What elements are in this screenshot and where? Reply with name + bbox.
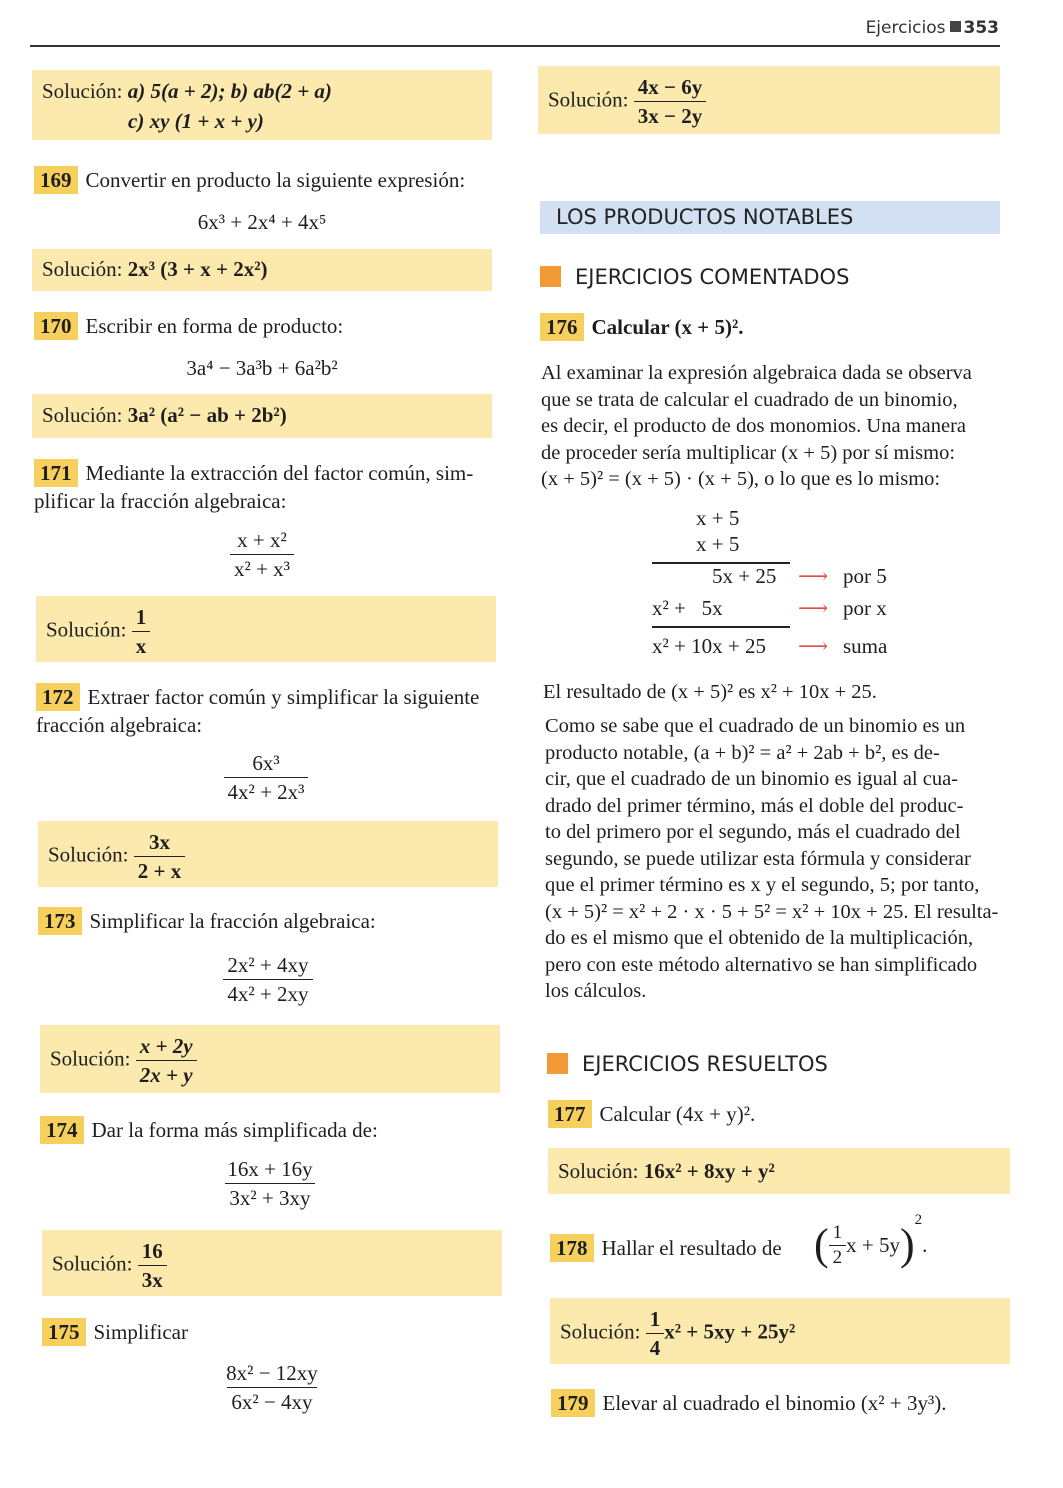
orange-square-icon xyxy=(547,1053,568,1074)
expression-178 xyxy=(814,1210,927,1280)
exercise-169 xyxy=(34,166,465,194)
header-section: Ejercicios xyxy=(865,18,946,38)
numerator: 16 xyxy=(141,1239,163,1263)
denominator: 2 xyxy=(829,1245,847,1269)
solution-label: Solución: xyxy=(548,87,629,112)
denominator: 2x + y xyxy=(136,1060,197,1088)
exercise-178 xyxy=(550,1234,782,1262)
exercise-175 xyxy=(42,1318,188,1346)
denominator: 3x xyxy=(138,1265,167,1293)
solution-box-169 xyxy=(32,249,492,291)
mult-label-3: suma xyxy=(843,634,888,658)
solution-label: Solución: xyxy=(42,79,123,103)
exercise-text: Simplificar la fracción algebraica: xyxy=(89,909,376,933)
solution-label: Solución: xyxy=(558,1159,639,1183)
solution-box-171 xyxy=(36,596,496,662)
section-band-title: LOS PRODUCTOS NOTABLES xyxy=(556,205,854,229)
exercise-text: Elevar al cuadrado el binomio (x² + 3y³). xyxy=(602,1391,947,1415)
solution-box-170 xyxy=(32,394,492,438)
exercise-text-line-2: fracción algebraica: xyxy=(36,713,203,737)
exercise-number: 169 xyxy=(34,166,78,194)
exercise-173 xyxy=(38,907,376,935)
numerator: 3x xyxy=(149,830,170,854)
exercise-number: 171 xyxy=(34,459,78,487)
exercise-number: 179 xyxy=(551,1389,595,1417)
solution-label: Solución: xyxy=(52,1251,133,1276)
denominator: 4x² + 2x³ xyxy=(224,777,309,805)
formula-170: 3a⁴ − 3a³b + 6a²b² xyxy=(186,356,338,380)
exercise-177 xyxy=(548,1100,755,1128)
fraction-172 xyxy=(36,750,496,805)
paragraph-176-intro xyxy=(541,360,1003,493)
exercise-number: 174 xyxy=(40,1116,84,1144)
solution-label: Solución: xyxy=(42,403,123,427)
exercise-text: Convertir en producto la siguiente expresión: xyxy=(85,168,466,192)
numerator: 6x³ xyxy=(252,751,280,775)
fraction-171 xyxy=(32,527,492,582)
exercise-text: Hallar el resultado de xyxy=(601,1236,782,1260)
paragraph-176-explanation xyxy=(545,713,1007,1005)
paragraph-line: (x + 5)² = x² + 2 · x · 5 + 5² = x² + 10x + 25. El resulta- xyxy=(545,900,999,923)
exercise-text-line-2: plificar la fracción algebraica: xyxy=(34,489,287,513)
section-heading-text: EJERCICIOS RESUELTOS xyxy=(582,1052,828,1076)
denominator: 3x − 2y xyxy=(634,101,706,129)
exercise-179 xyxy=(551,1389,947,1417)
orange-square-icon xyxy=(540,266,561,287)
exercise-text: Dar la forma más simplificada de: xyxy=(91,1118,378,1142)
mult-row-2: x + 5 xyxy=(696,532,740,556)
expression-terms: x + 5y xyxy=(846,1232,900,1257)
mult-label-1: por 5 xyxy=(843,564,887,588)
solution-label: Solución: xyxy=(48,842,129,867)
paragraph-line: Como se sabe que el cuadrado de un binomio es un xyxy=(545,715,966,737)
solution-box-172 xyxy=(38,821,498,887)
arrow-icon: ⟶ xyxy=(798,634,829,658)
mult-row-3: 5x + 25 xyxy=(712,564,777,588)
denominator: x² + x³ xyxy=(230,554,294,582)
numerator: 4x − 6y xyxy=(637,75,703,99)
exercise-number: 178 xyxy=(550,1234,594,1262)
exercise-text: Escribir en forma de producto: xyxy=(85,314,344,338)
solution-label: Solución: xyxy=(560,1319,641,1344)
exercise-174 xyxy=(40,1116,378,1144)
paragraph-line: drado del primer término, más el doble del produc- xyxy=(545,794,964,817)
paragraph-line: que el primer término es x y el segundo, 5; por tanto, xyxy=(545,874,980,896)
exercise-text: Simplificar xyxy=(93,1320,188,1344)
solution-line-1: a) 5(a + 2); b) ab(2 + a) xyxy=(127,79,332,103)
arrow-icon: ⟶ xyxy=(798,596,829,620)
solution-box-174 xyxy=(42,1230,502,1296)
denominator: 4x² + 2xy xyxy=(223,979,312,1007)
denominator: 6x² − 4xy xyxy=(227,1387,316,1415)
paragraph-line: de proceder sería multiplicar (x + 5) por sí mismo: xyxy=(541,441,956,464)
header-square-icon xyxy=(950,21,961,32)
solution-box-178 xyxy=(550,1298,1010,1364)
paragraph-line: es decir, el producto de dos monomios. Una manera xyxy=(541,415,967,437)
result-176: El resultado de (x + 5)² es x² + 10x + 25. xyxy=(543,681,877,703)
exercise-number: 170 xyxy=(34,312,78,340)
exponent: 2 xyxy=(914,1212,923,1228)
exercise-number: 175 xyxy=(42,1318,86,1346)
exercise-number: 176 xyxy=(540,313,584,341)
numerator: x + x² xyxy=(237,528,287,552)
mult-label-2: por x xyxy=(843,596,887,620)
solution-value: 3a² (a² − ab + 2b²) xyxy=(127,403,287,427)
numerator: x + 2y xyxy=(139,1034,193,1058)
denominator: 4 xyxy=(646,1333,665,1361)
exercise-number: 177 xyxy=(548,1100,592,1128)
exercise-text: Calcular (4x + y)². xyxy=(599,1102,756,1126)
formula-169: 6x³ + 2x⁴ + 4x⁵ xyxy=(197,210,327,234)
fraction-174 xyxy=(40,1156,500,1211)
paren-open: ( xyxy=(814,1220,829,1269)
section-heading-resueltos xyxy=(547,1052,828,1076)
page-number: 353 xyxy=(963,18,999,38)
exercise-170 xyxy=(34,312,343,340)
section-heading-comentados xyxy=(540,265,849,289)
section-heading-text: EJERCICIOS COMENTADOS xyxy=(575,265,850,289)
solution-value: x² + 5xy + 25y² xyxy=(664,1319,796,1344)
paragraph-line: (x + 5)² = (x + 5) · (x + 5), o lo que es lo mismo: xyxy=(541,468,941,490)
paragraph-line: los cálculos. xyxy=(545,980,647,1002)
paragraph-line: que se trata de calcular el cuadrado de un binomio, xyxy=(541,388,958,411)
solution-box-173 xyxy=(40,1025,500,1093)
numerator: 1 xyxy=(832,1221,843,1243)
mult-row-4: x² + 5x xyxy=(652,596,723,620)
exercise-number: 173 xyxy=(38,907,82,935)
exercise-172 xyxy=(36,683,479,739)
exercise-title: Calcular (x + 5)². xyxy=(591,315,744,339)
paragraph-line: pero con este método alternativo se han simplificado xyxy=(545,953,978,976)
fraction-173 xyxy=(38,952,498,1007)
solution-label: Solución: xyxy=(50,1046,131,1071)
exercise-176 xyxy=(540,313,744,341)
multiplication-table xyxy=(640,506,960,666)
denominator: x xyxy=(132,631,151,659)
numerator: 2x² + 4xy xyxy=(227,953,309,977)
header-rule xyxy=(30,45,1000,47)
solution-label: Solución: xyxy=(42,257,123,281)
exercise-number: 172 xyxy=(36,683,80,711)
paragraph-line: Al examinar la expresión algebraica dada se observa xyxy=(541,362,972,384)
numerator: 16x + 16y xyxy=(227,1157,313,1181)
paragraph-line: cir, que el cuadrado de un binomio es igual al cua- xyxy=(545,768,959,790)
solution-value: 2x³ (3 + x + 2x²) xyxy=(127,257,268,281)
solution-box-top-right xyxy=(538,66,1000,134)
numerator: 1 xyxy=(135,605,147,629)
arrow-icon: ⟶ xyxy=(798,564,829,588)
numerator: 1 xyxy=(649,1307,661,1331)
solution-box-top-left xyxy=(32,70,492,140)
exercise-text-line-1: Extraer factor común y simplificar la siguiente xyxy=(87,685,480,709)
page-header xyxy=(866,18,999,38)
solution-label: Solución: xyxy=(46,617,127,642)
exercise-171 xyxy=(34,459,473,515)
mult-row-5: x² + 10x + 25 xyxy=(652,634,766,658)
exercise-text-line-1: Mediante la extracción del factor común, sim- xyxy=(85,461,474,485)
denominator: 3x² + 3xy xyxy=(225,1183,314,1211)
solution-line-2: c) xy (1 + x + y) xyxy=(128,109,264,133)
paragraph-line: to del primero por el segundo, más el cuadrado del xyxy=(545,821,961,843)
numerator: 8x² − 12xy xyxy=(226,1361,318,1385)
mult-row-1: x + 5 xyxy=(696,506,740,530)
fraction-175 xyxy=(42,1360,502,1415)
paragraph-line: producto notable, (a + b)² = a² + 2ab + b², es de- xyxy=(545,741,940,764)
paragraph-line: segundo, se puede utilizar esta fórmula y considerar xyxy=(545,847,971,870)
solution-box-177 xyxy=(548,1148,1010,1194)
mult-line-2 xyxy=(652,626,790,628)
period: . xyxy=(922,1232,928,1257)
solution-value: 16x² + 8xy + y² xyxy=(643,1159,775,1183)
paren-close: ) xyxy=(900,1220,915,1269)
denominator: 2 + x xyxy=(134,856,185,884)
paragraph-line: do es el mismo que el obtenido de la multiplicación, xyxy=(545,927,974,949)
